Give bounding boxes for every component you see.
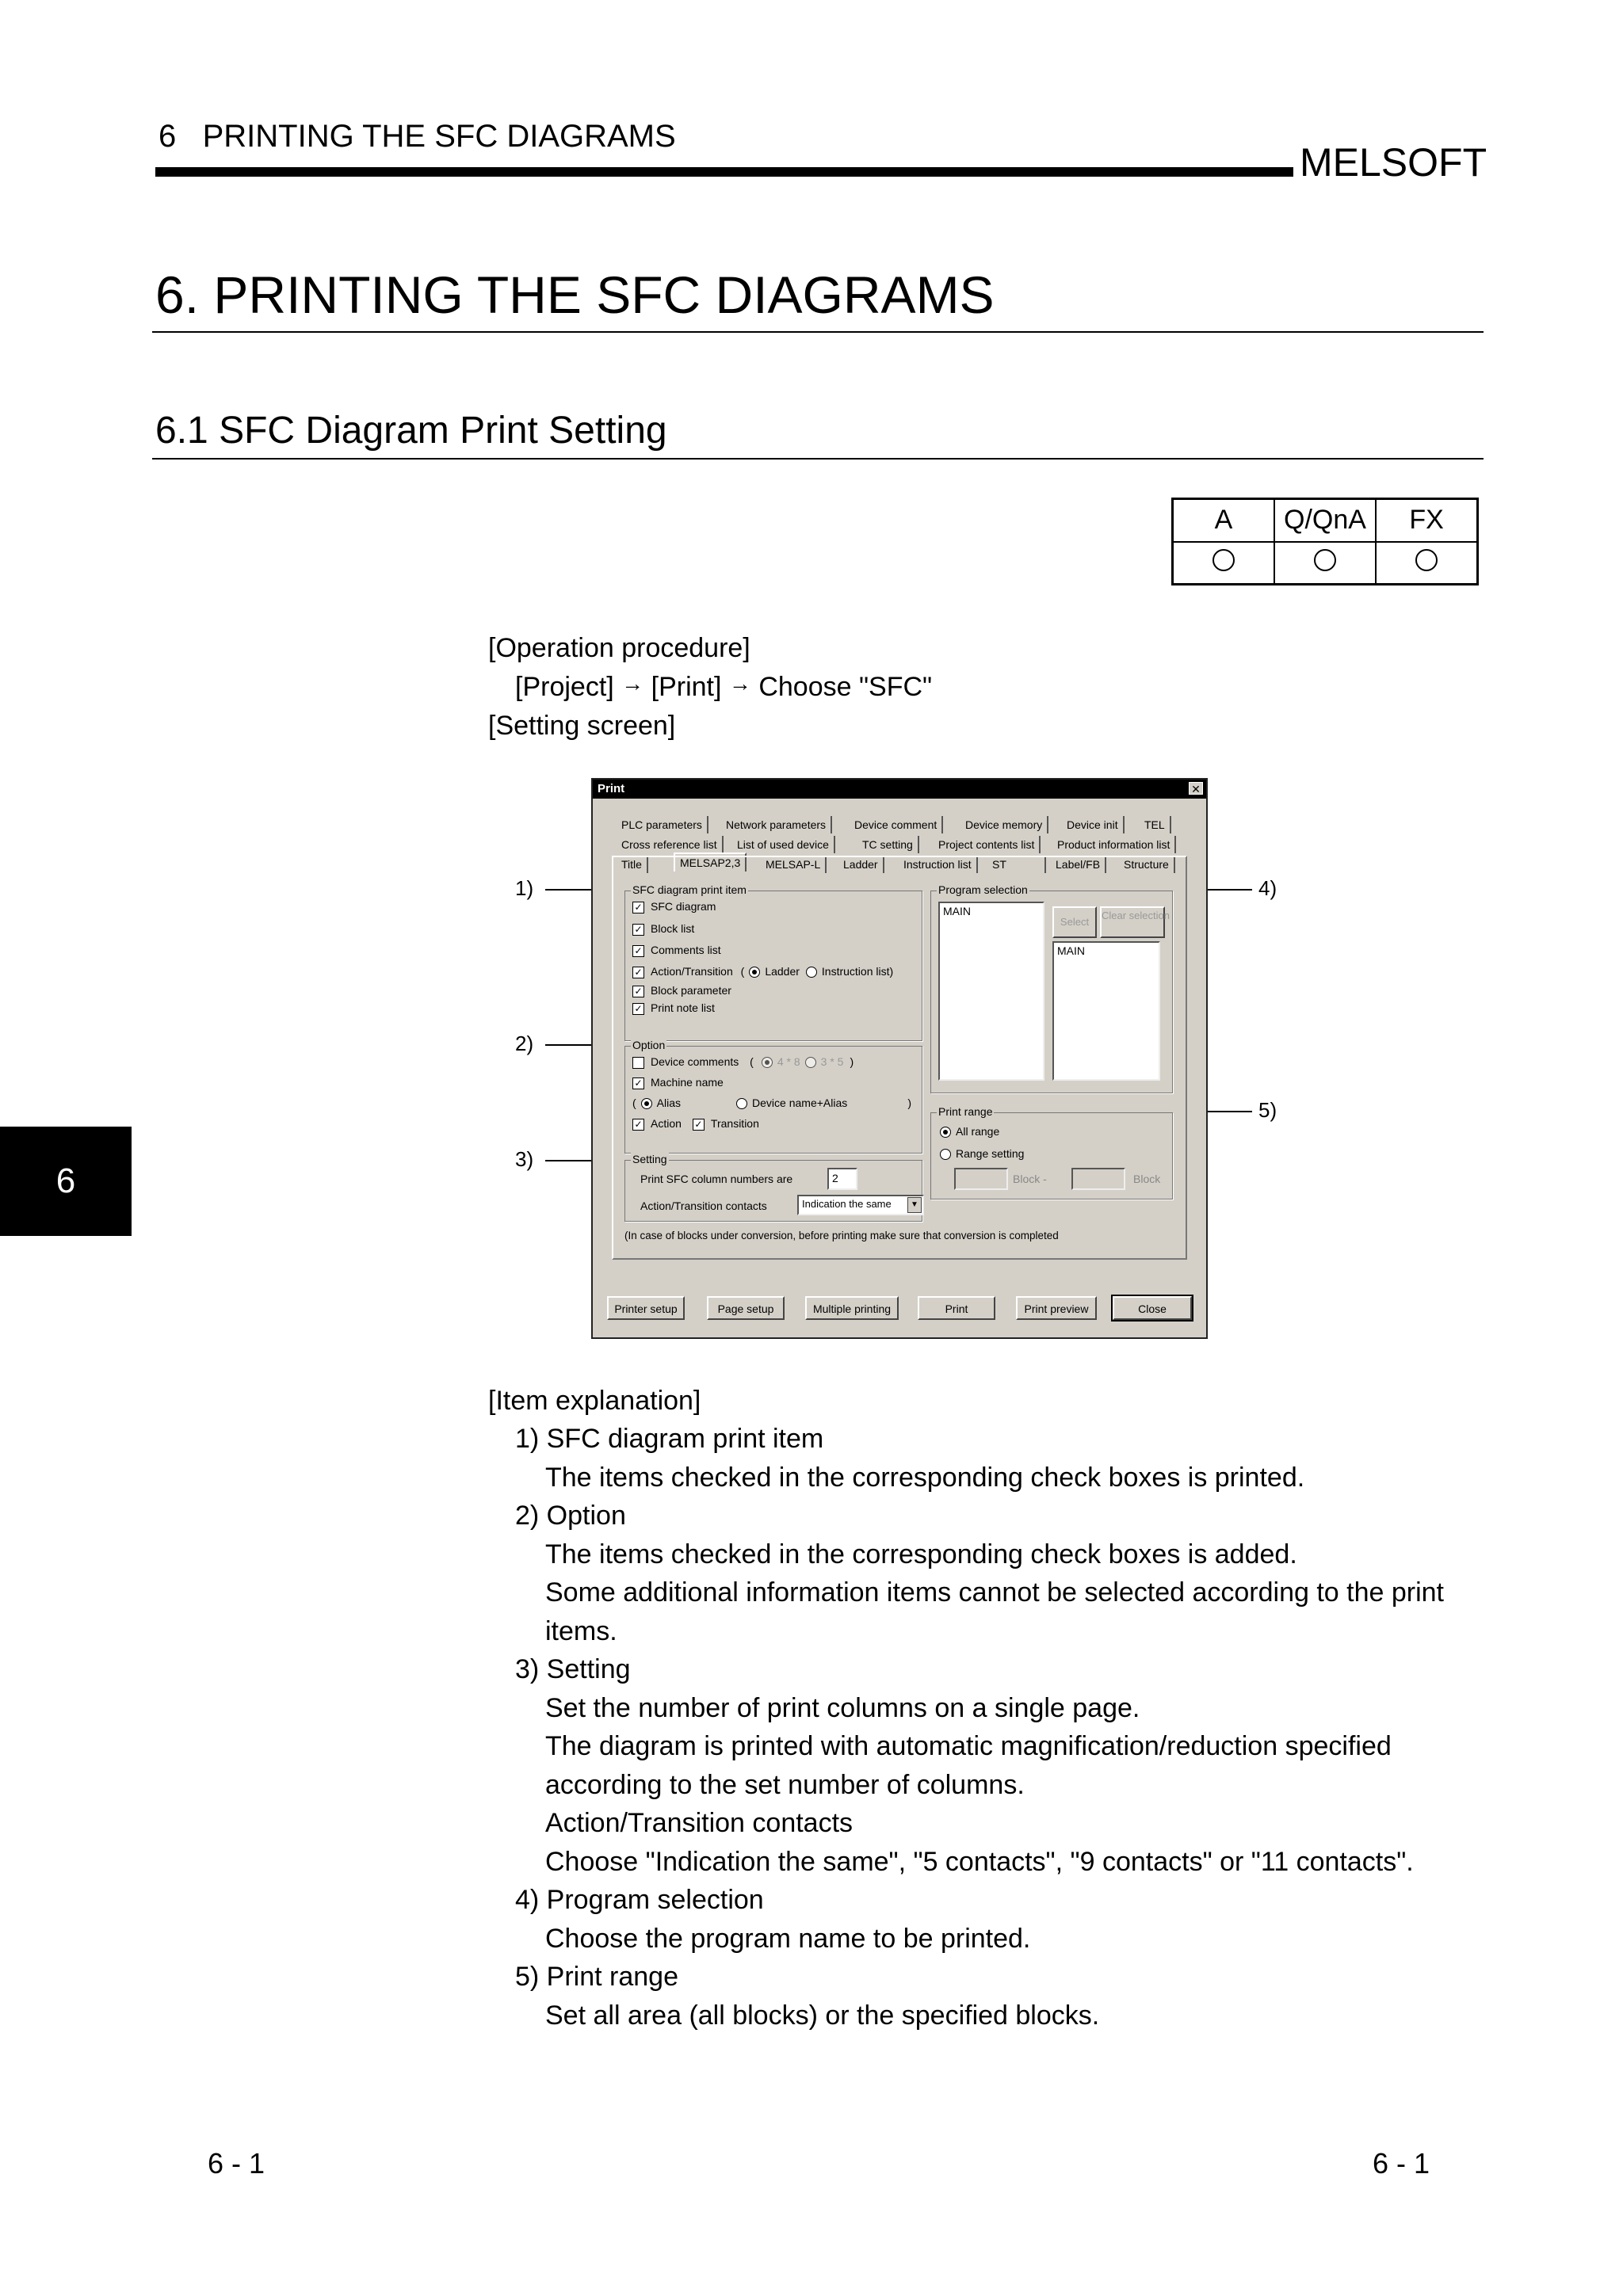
chapter-title-rule <box>152 331 1484 333</box>
radio-all-range[interactable] <box>940 1125 999 1138</box>
item-5-text: Set all area (all blocks) or the specified blocks. <box>545 2000 1100 2031</box>
radio-range-setting-icon[interactable] <box>940 1149 951 1160</box>
paren-close: ) <box>889 965 894 978</box>
program-item-main[interactable]: MAIN <box>943 905 971 917</box>
select-button[interactable]: Select <box>1052 906 1097 938</box>
step-print: [Print] <box>643 672 729 702</box>
tab-melsap23[interactable]: MELSAP2,3 <box>674 852 747 871</box>
radio-3x5[interactable] <box>805 1057 816 1068</box>
step-project: [Project] <box>515 672 622 702</box>
callout-1: 1) <box>515 876 534 900</box>
item-2-text-2: Some additional information items cannot be selected according to the print <box>545 1577 1444 1608</box>
callout-2: 2) <box>515 1032 534 1055</box>
radio-4x8[interactable] <box>762 1057 773 1068</box>
chk-block-list[interactable] <box>632 922 694 936</box>
tab-device-init[interactable]: Device init <box>1062 816 1125 833</box>
chk-block-parameter-label: Block parameter <box>651 984 731 997</box>
print-dialog <box>591 778 1208 1339</box>
checkbox-checked-icon[interactable]: ✓ <box>632 1003 644 1015</box>
radio-all-range-icon[interactable] <box>940 1127 951 1138</box>
radio-alias[interactable] <box>641 1098 652 1109</box>
radio-instruction-label: Instruction list <box>821 965 890 978</box>
radio-ladder-label: Ladder <box>765 965 800 978</box>
tab-st[interactable]: ST <box>987 856 1046 873</box>
chk-comments-list-label: Comments list <box>651 944 721 956</box>
tab-structure[interactable]: Structure <box>1119 856 1175 873</box>
selected-program-main[interactable]: MAIN <box>1057 944 1085 957</box>
contacts-select[interactable] <box>797 1195 924 1215</box>
paren-open: ( <box>632 1097 636 1109</box>
contacts-select-value: Indication the same <box>802 1198 892 1210</box>
program-selection-label: Program selection <box>938 883 1028 896</box>
item-4-text: Choose the program name to be printed. <box>545 1924 1031 1954</box>
block-end-label: Block <box>1133 1173 1161 1185</box>
tab-cross-reference-list[interactable]: Cross reference list <box>617 836 724 853</box>
item-3-text-4: Action/Transition contacts <box>545 1808 854 1838</box>
chk-block-parameter[interactable] <box>632 984 731 997</box>
radio-3x5-label: 3 * 5 <box>820 1055 844 1068</box>
item-3-text-5: Choose "Indication the same", "5 contacts", "9 contacts" or "11 contacts". <box>545 1847 1414 1877</box>
tab-product-information-list[interactable]: Product information list <box>1052 836 1176 853</box>
checkbox-checked-icon[interactable]: ✓ <box>632 1077 644 1089</box>
compat-header-a: A <box>1173 499 1274 542</box>
section-title: 6.1 SFC Diagram Print Setting <box>155 410 667 452</box>
item-2-title: 2) Option <box>515 1501 626 1531</box>
radio-instruction-list[interactable] <box>806 967 817 978</box>
paren-close: ) <box>907 1097 911 1109</box>
block-start-input[interactable] <box>954 1168 1008 1190</box>
tab-device-memory[interactable]: Device memory <box>960 816 1048 833</box>
tab-plc-parameters[interactable]: PLC parameters <box>617 816 708 833</box>
close-icon[interactable]: ✕ <box>1189 782 1203 795</box>
paren-close: ) <box>850 1055 854 1068</box>
sfc-group-label: SFC diagram print item <box>632 883 747 896</box>
tab-melsap-l[interactable]: MELSAP-L <box>761 856 827 873</box>
dialog-title: Print <box>598 782 625 795</box>
tab-project-contents-list[interactable]: Project contents list <box>934 836 1041 853</box>
supported-circle-icon <box>1314 549 1336 571</box>
item-1-text: The items checked in the corresponding check boxes is printed. <box>545 1463 1305 1493</box>
columns-label: Print SFC column numbers are <box>640 1173 793 1185</box>
compat-mark-a <box>1173 542 1274 585</box>
radio-all-range-label: All range <box>956 1125 1000 1138</box>
radio-device-alias-label: Device name+Alias <box>752 1097 848 1109</box>
chk-device-comments[interactable] <box>632 1055 854 1069</box>
block-end-input[interactable] <box>1071 1168 1125 1190</box>
program-list-left[interactable] <box>938 902 1044 1081</box>
tab-list-of-used-device[interactable]: List of used device <box>732 836 835 853</box>
contacts-label: Action/Transition contacts <box>640 1199 767 1212</box>
running-header: 6 PRINTING THE SFC DIAGRAMS <box>158 119 676 154</box>
checkbox-checked-icon[interactable]: ✓ <box>632 986 644 997</box>
chk-device-comments-label: Device comments <box>651 1055 739 1068</box>
callout-5: 5) <box>1258 1098 1277 1122</box>
item-5-title: 5) Print range <box>515 1962 678 1992</box>
chk-transition-label: Transition <box>710 1117 759 1130</box>
item-3-title: 3) Setting <box>515 1654 631 1684</box>
chk-comments-list[interactable] <box>632 944 721 957</box>
tab-instruction-list[interactable]: Instruction list <box>899 856 978 873</box>
columns-input[interactable]: 2 <box>827 1168 857 1190</box>
checkbox-unchecked-icon[interactable] <box>632 1057 644 1069</box>
checkbox-checked-icon[interactable]: ✓ <box>632 1119 644 1131</box>
item-3-text-2: The diagram is printed with automatic magnification/reduction specified <box>545 1731 1392 1761</box>
paren-open: ( <box>750 1055 754 1068</box>
tab-label-fb[interactable]: Label/FB <box>1051 856 1106 873</box>
chk-machine-name[interactable] <box>632 1076 724 1089</box>
paren-open: ( <box>740 965 745 978</box>
print-range-label: Print range <box>938 1105 993 1118</box>
chk-action[interactable] <box>632 1117 759 1131</box>
chk-machine-name-label: Machine name <box>651 1076 724 1089</box>
chk-sfc-diagram-label: SFC diagram <box>651 900 716 913</box>
compat-mark-qna <box>1274 542 1376 585</box>
clear-selection-button[interactable]: Clear selection <box>1100 906 1165 938</box>
tab-tc-setting[interactable]: TC setting <box>857 836 919 853</box>
compat-header-fx: FX <box>1376 499 1477 542</box>
procedure-steps <box>515 668 932 708</box>
block-label-1: Block <box>1013 1173 1041 1185</box>
chapter-tab: 6 <box>0 1127 132 1236</box>
supported-circle-icon <box>1415 549 1438 571</box>
chk-sfc-diagram[interactable] <box>632 900 716 913</box>
header-rule <box>155 167 1293 177</box>
tab-tel[interactable]: TEL <box>1140 816 1171 833</box>
tab-device-comment[interactable]: Device comment <box>850 816 943 833</box>
brand-logo-text: MELSOFT <box>1300 140 1487 185</box>
print-preview-button[interactable]: Print preview <box>1016 1296 1097 1320</box>
page-number-left: 6 - 1 <box>208 2147 265 2180</box>
item-1-title: 1) SFC diagram print item <box>515 1424 824 1454</box>
chk-block-list-label: Block list <box>651 922 695 935</box>
chk-action-transition-label: Action/Transition <box>651 965 733 978</box>
chk-action-transition[interactable] <box>632 965 893 978</box>
chk-action-label: Action <box>651 1117 682 1130</box>
radio-range-setting[interactable] <box>940 1147 1024 1160</box>
page-number-right: 6 - 1 <box>1373 2147 1430 2180</box>
close-button[interactable]: Close <box>1113 1296 1192 1320</box>
checkbox-checked-icon[interactable]: ✓ <box>632 967 644 978</box>
item-3-text-1: Set the number of print columns on a single page. <box>545 1693 1140 1723</box>
arrow-right-icon: → <box>728 671 751 696</box>
procedure-heading: [Operation procedure] <box>488 633 750 663</box>
dialog-title-bar <box>593 780 1206 799</box>
tab-network-parameters[interactable]: Network parameters <box>721 816 832 833</box>
callout-3: 3) <box>515 1147 534 1171</box>
compat-header-qnA: Q/QnA <box>1274 499 1376 542</box>
supported-circle-icon <box>1212 549 1235 571</box>
program-list-right[interactable] <box>1052 941 1160 1081</box>
print-button[interactable]: Print <box>918 1296 995 1320</box>
setting-screen-heading: [Setting screen] <box>488 711 676 741</box>
item-explanation-heading: [Item explanation] <box>488 1386 701 1416</box>
dropdown-arrow-icon[interactable]: ▼ <box>907 1197 922 1213</box>
arrow-right-icon: → <box>621 671 644 696</box>
chapter-title: 6. PRINTING THE SFC DIAGRAMS <box>155 265 995 324</box>
checkbox-checked-icon[interactable]: ✓ <box>632 902 644 913</box>
option-group-label: Option <box>632 1039 666 1051</box>
section-title-rule <box>152 458 1484 460</box>
item-3-text-3: according to the set number of columns. <box>545 1770 1025 1800</box>
radio-range-setting-label: Range setting <box>956 1147 1025 1160</box>
compat-mark-fx <box>1376 542 1477 585</box>
printer-setup-button[interactable]: Printer setup <box>607 1296 685 1320</box>
chk-print-note-list[interactable] <box>632 1001 715 1015</box>
item-2-text-1: The items checked in the corresponding check boxes is added. <box>545 1539 1297 1569</box>
step-choose-sfc: Choose "SFC" <box>750 672 933 702</box>
checkbox-checked-icon[interactable]: ✓ <box>632 924 644 936</box>
item-2-text-3: items. <box>545 1616 617 1646</box>
page-setup-button[interactable]: Page setup <box>707 1296 785 1320</box>
tab-title[interactable]: Title <box>617 856 648 873</box>
setting-group-label: Setting <box>632 1153 667 1165</box>
checkbox-checked-icon[interactable]: ✓ <box>632 945 644 957</box>
callout-4: 4) <box>1258 876 1277 900</box>
alias-radio-row <box>632 1097 918 1109</box>
chk-print-note-list-label: Print note list <box>651 1001 715 1014</box>
compatibility-table <box>1171 498 1479 585</box>
block-start-label <box>1013 1173 1047 1185</box>
radio-ladder[interactable] <box>749 967 760 978</box>
radio-4x8-label: 4 * 8 <box>777 1055 800 1068</box>
checkbox-checked-icon[interactable]: ✓ <box>693 1119 705 1131</box>
conversion-note: (In case of blocks under conversion, before printing make sure that conversion is completed <box>624 1230 1059 1241</box>
radio-alias-label: Alias <box>656 1097 682 1109</box>
multiple-printing-button[interactable]: Multiple printing <box>805 1296 899 1320</box>
item-4-title: 4) Program selection <box>515 1885 764 1915</box>
radio-device-name-alias[interactable] <box>736 1098 747 1109</box>
tab-ladder[interactable]: Ladder <box>838 856 884 873</box>
range-dash: - <box>1043 1173 1047 1185</box>
